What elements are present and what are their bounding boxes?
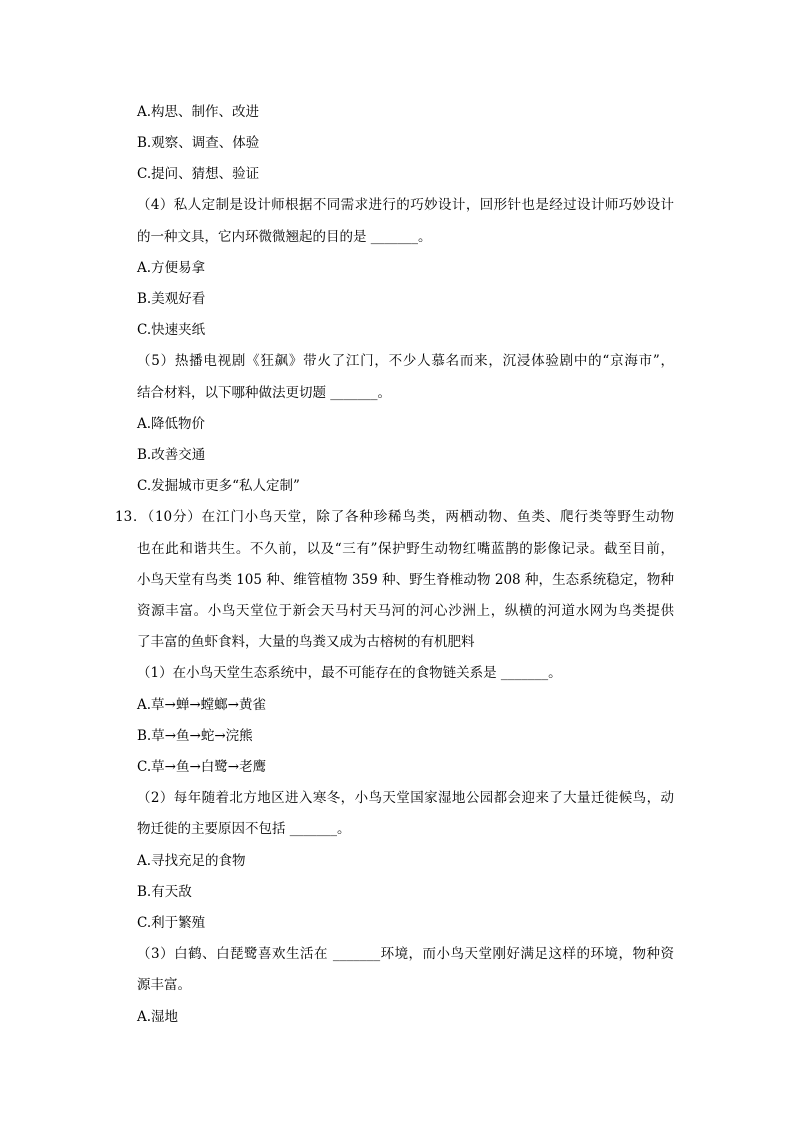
- q13-1-option-c: C.草→鱼→白鹭→老鹰: [137, 759, 267, 775]
- q13-3-stem-line1: （3）白鹤、白琵鹭喜欢生活在 _______环境，而小鸟天堂刚好满足这样的环境，物种资: [137, 946, 674, 962]
- q13-1-stem: （1）在小鸟天堂生态系统中，最不可能存在的食物链关系是 _______。: [137, 665, 562, 681]
- q4-stem-line1: （4）私人定制是设计师根据不同需求进行的巧妙设计，回形针也是经过设计师巧妙设计: [137, 197, 674, 213]
- q3-option-b: B.观察、调查、体验: [137, 135, 260, 151]
- question-13-line2: 也在此和谐共生。不久前，以及“三有”保护野生动物红嘴蓝鹊的影像记录。截至目前，: [137, 541, 674, 557]
- q13-2-option-a: A.寻找充足的食物: [137, 853, 246, 869]
- q13-2-stem-line2: 物迁徙的主要原因不包括 _______。: [137, 821, 351, 837]
- q13-3-option-a: A.湿地: [137, 1009, 179, 1025]
- question-13-line1: 13．（10分）在江门小鸟天堂，除了各种珍稀鸟类，两栖动物、鱼类、爬行类等野生动物: [115, 509, 674, 525]
- q13-1-option-b: B.草→鱼→蛇→浣熊: [137, 728, 253, 744]
- question-13-line3: 小鸟天堂有鸟类 105 种、维管植物 359 种、野生脊椎动物 208 种，生态系统稳定，物种: [137, 572, 674, 588]
- q13-3-stem-line2: 源丰富。: [137, 977, 191, 993]
- q5-option-c: C.发掘城市更多“私人定制”: [137, 478, 300, 494]
- q13-1-option-a: A.草→蝉→螳螂→黄雀: [137, 697, 266, 713]
- q5-stem-line2: 结合材料，以下哪种做法更切题 _______。: [137, 385, 392, 401]
- q5-option-b: B.改善交通: [137, 447, 206, 463]
- q13-2-option-b: B.有天敌: [137, 884, 192, 900]
- question-13-line5: 了丰富的鱼虾食料，大量的鸟粪又成为古榕树的有机肥料: [137, 634, 475, 650]
- q5-option-a: A.降低物价: [137, 416, 206, 432]
- q13-2-stem-line1: （2）每年随着北方地区进入寒冬，小鸟天堂国家湿地公园都会迎来了大量迁徙候鸟，动: [137, 790, 674, 806]
- q4-stem-line2: 的一种文具，它内环微微翘起的目的是 _______。: [137, 229, 432, 245]
- q5-stem-line1: （5）热播电视剧《狂飙》带火了江门，不少人慕名而来，沉浸体验剧中的“京海市”，: [137, 353, 674, 369]
- q4-option-a: A.方便易拿: [137, 260, 206, 276]
- q3-option-a: A.构思、制作、改进: [137, 104, 260, 120]
- question-13-line4: 资源丰富。小鸟天堂位于新会天马村天马河的河心沙洲上，纵横的河道水网为鸟类提供: [137, 603, 674, 619]
- q4-option-b: B.美观好看: [137, 291, 206, 307]
- q3-option-c: C.提问、猜想、验证: [137, 166, 260, 182]
- q13-2-option-c: C.利于繁殖: [137, 915, 206, 931]
- q4-option-c: C.快速夹纸: [137, 322, 206, 338]
